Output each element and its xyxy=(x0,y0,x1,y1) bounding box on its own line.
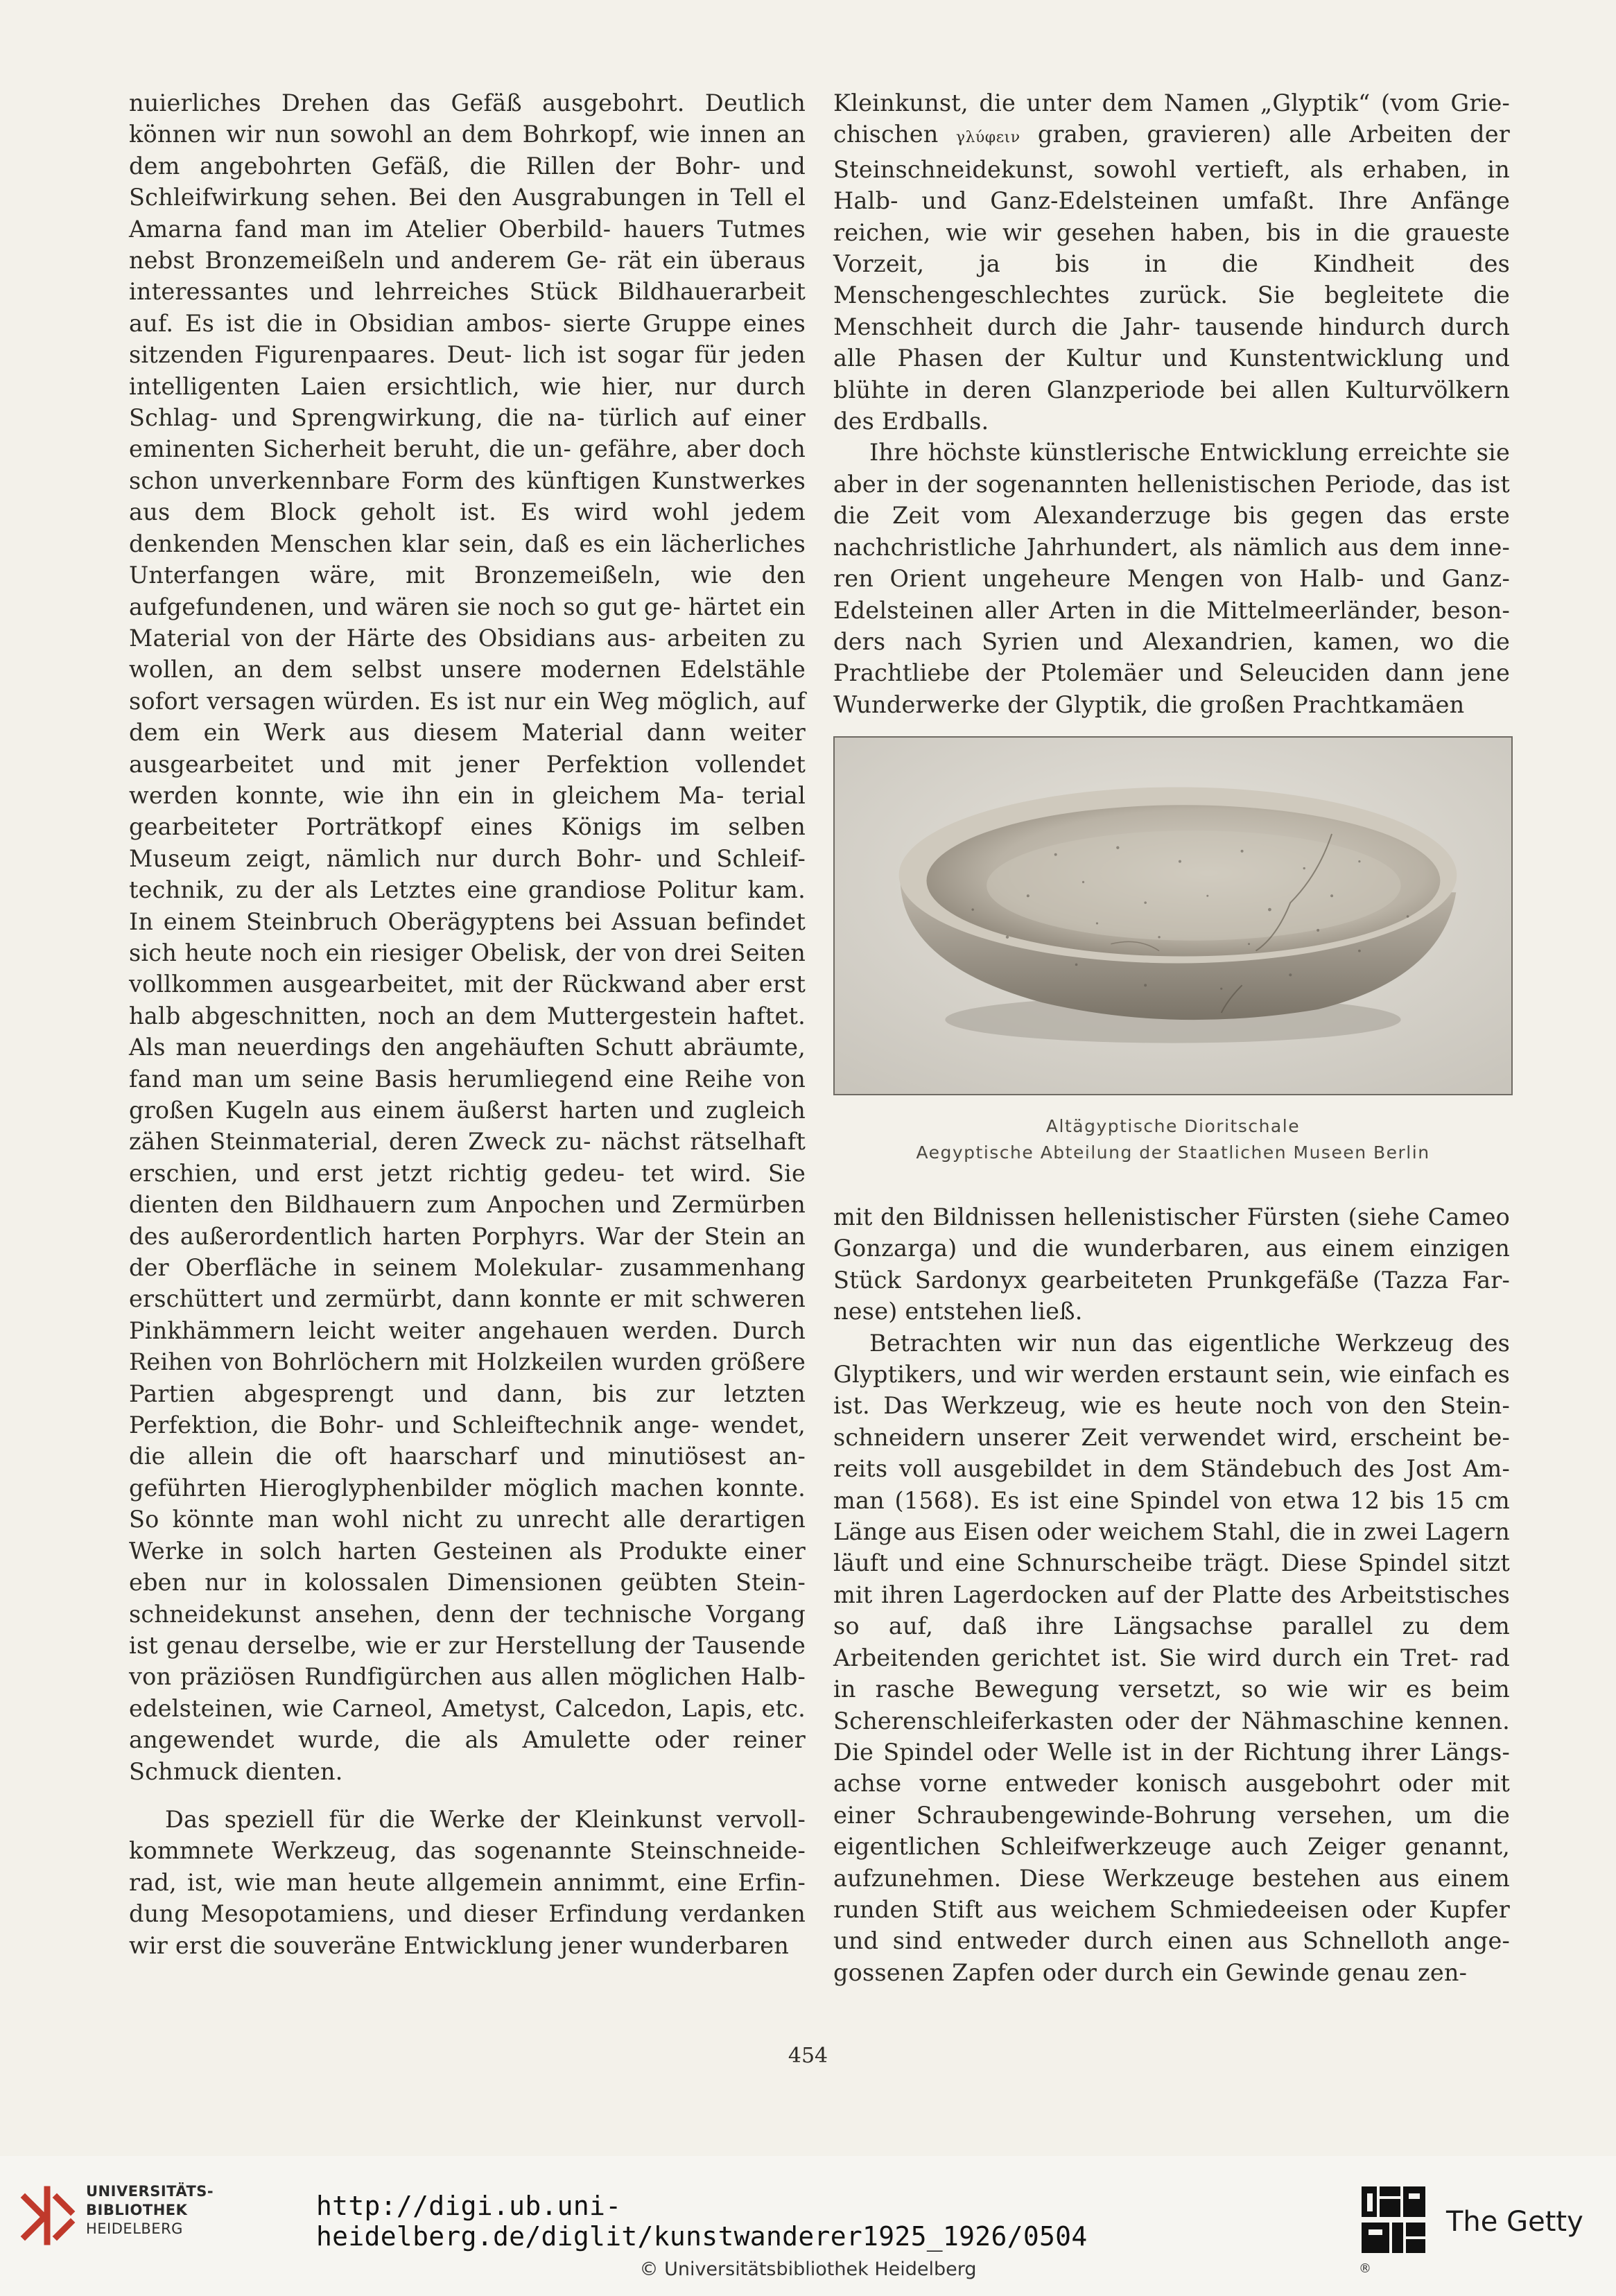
greek-word: γλύφειν xyxy=(955,129,1020,147)
permalink-url[interactable]: http://digi.ub.uni-heidelberg.de/diglit/kunstwanderer1925_1926/0504 xyxy=(316,2191,1088,2252)
figure-caption-title: Altägyptische Dioritschale xyxy=(1045,1116,1301,1136)
right-paragraph-1-end: graben, gravieren) alle Arbeiten der Steinschneidekunst, sowohl vertieft, als erhaben, in Halb- und Ganz-Edelsteinen umfaßt. Ihre Anfänge reichen, wie wir gesehen haben, bis in die graueste Vorzeit, ja bis in die Kindheit des Menschengeschlechtes zurück. Sie begleitete die Menschheit durch die Jahr- tausende hindurch durch alle Phasen der Kultur und Kunstentwicklung und blühte in deren Glanzperiode bei allen Kulturvölkern des Erdballs. xyxy=(833,121,1510,435)
page-number: 454 xyxy=(788,2044,828,2068)
left-text-column xyxy=(129,87,806,1961)
library-name[interactable] xyxy=(86,2182,214,2238)
library-name-line-1: UNIVERSITÄTS- xyxy=(86,2183,214,2200)
university-library-logo-icon[interactable] xyxy=(17,2184,76,2247)
left-paragraph-2: Das speziell für die Werke der Kleinkunst vervoll- kommnete Werkzeug, das sogenannte Steinschneide- rad, ist, wie man heute allgemein annimmt, eine Erfin- dung Mesopotamiens, und dieser Erfindung verdanken wir erst die souveräne Entwicklung jener wunderbaren xyxy=(129,1805,806,1959)
library-name-line-3: HEIDELBERG xyxy=(86,2220,183,2237)
right-paragraph-2: Ihre höchste künstlerische Entwicklung erreichte sie aber in der sogenannten hellenistischen Periode, das ist die Zeit vom Alexanderzuge bis gegen das erste nachchristliche Jahrhundert, als nämlich aus dem inne- ren Orient ungeheure Mengen von Halb- und Ganz- Edelsteinen aller Arten in die Mittelmeerländer, beson- ders nach Syrien und Alexandrien, kamen, wo die Prachtliebe der Ptolemäer und Seleuciden dann jene Wunderwerke der Glyptik, die großen Prachtkamäen xyxy=(833,439,1510,718)
right-paragraph-3: mit den Bildnissen hellenistischer Fürsten (siehe Cameo Gonzarga) und die wunderbaren, aus einem einzigen Stück Sardonyx gearbeiteten Prunkgefäße (Tazza Far- nese) entstehen ließ. xyxy=(833,1203,1510,1325)
getty-name[interactable]: The Getty xyxy=(1446,2206,1583,2238)
right-paragraph-1-start: Kleinkunst, die unter dem Namen „Glyptik“ (vom Grie- chischen xyxy=(833,89,1510,148)
getty-logo-icon[interactable] xyxy=(1359,2184,1428,2256)
right-text-column-top xyxy=(833,87,1510,720)
registered-mark: ® xyxy=(1359,2261,1371,2276)
left-paragraph-1: nuierliches Drehen das Gefäß ausgebohrt. Deutlich können wir nun sowohl an dem Bohrkopf, wie innen an dem angebohrten Gefäß, die Rillen der Bohr- und Schleifwirkung sehen. Bei den Ausgrabungen in Tell el Amarna fand man im Atelier Oberbild- hauers Tutmes nebst Bronzemeißeln und anderem Ge- rät ein überaus interessantes und lehrreiches Stück Bildhauerarbeit auf. Es ist die in Obsidian ambos- sierte Gruppe eines sitzenden Figurenpaares. Deut- lich ist sogar für jeden intelligenten Laien ersichtlich, wie hier, nur durch Schlag- und Sprengwirkung, die na- türlich auf einer eminenten Sicherheit beruht, die un- gefähre, aber doch schon unverkennbare Form des künftigen Kunstwerkes aus dem Block geholt ist. Es wird wohl jedem denkenden Menschen klar sein, daß es ein lächerliches Unterfangen wäre, mit Bronzemeißeln, wie den aufgefundenen, und wären sie noch so gut ge- härtet ein Material von der Härte des Obsidians aus- arbeiten zu wollen, an dem selbst unsere modernen Edelstähle sofort versagen würden. Es ist nur ein Weg möglich, auf dem ein Werk aus diesem Material dann weiter ausgearbeitet und mit jener Perfektion vollendet werden konnte, wie ihn ein in gleichem Ma- terial gearbeiteter Porträtkopf eines Königs im selben Museum zeigt, nämlich nur durch Bohr- und Schleif- technik, zu der als Letztes eine grandiose Politur kam. In einem Steinbruch Oberägyptens bei Assuan befindet sich heute noch ein riesiger Obelisk, der von drei Seiten vollkommen ausgearbeitet, mit der Rückwand aber erst halb abgeschnitten, noch an dem Muttergestein haftet. Als man neuerdings den angehäuften Schutt abräumte, fand man um seine Basis herumliegend eine Reihe von großen Kugeln aus einem äußerst harten und zugleich zähen Steinmaterial, deren Zweck zu- nächst rätselhaft erschien, und erst jetzt richtig gedeu- tet wird. Sie dienten den Bildhauern zum Anpochen und Zermürben des außerordentlich harten Porphyrs. War der Stein an der Oberfläche in seinem Molekular- zusammenhang erschüttert und zermürbt, dann konnte er mit schweren Pinkhämmern leicht weiter angehauen werden. Durch Reihen von Bohrlöchern mit Holzkeilen wurden größere Partien abgesprengt und dann, bis zur letzten Perfektion, die Bohr- und Schleiftechnik ange- wendet, die allein die oft haarscharf und minutiösest an- geführten Hieroglyphenbilder möglich machen konnte. So könnte man wohl nicht zu unrecht alle derartigen Werke in solch harten Gesteinen als Produkte einer eben nur in kolossalen Dimensionen geübten Stein- schneidekunst ansehen, denn der technische Vorgang ist genau derselbe, wie er zur Herstellung der Tausende von präziösen Rundfigürchen aus allen möglichen Halb- edelsteinen, wie Carneol, Ametyst, Calcedon, Lapis, etc. angewendet wurde, die als Amulette oder reiner Schmuck dienten. xyxy=(129,89,806,1785)
right-paragraph-1 xyxy=(833,87,1510,437)
copyright-notice: © Universitätsbibliothek Heidelberg xyxy=(639,2259,977,2280)
bowl-illustration xyxy=(835,738,1511,1094)
library-name-line-2: BIBLIOTHEK xyxy=(86,2202,188,2218)
diorite-bowl-photo xyxy=(833,736,1513,1095)
right-text-column-bottom xyxy=(833,1201,1510,1988)
right-paragraph-4: Betrachten wir nun das eigentliche Werkzeug des Glyptikers, und wir werden erstaunt sein, wie einfach es ist. Das Werkzeug, wie es heute noch von den Stein- schneidern unserer Zeit verwendet wird, erscheint be- reits voll ausgebildet in dem Ständebuch des Jost Am- man (1568). Es ist eine Spindel von etwa 12 bis 15 cm Länge aus Eisen oder weichem Stahl, die in zwei Lagern läuft und eine Schnurscheibe trägt. Diese Spindel sitzt mit ihren Lagerdocken auf der Platte des Arbeitstisches so auf, daß ihre Längsachse parallel zu dem Arbeitenden gerichtet ist. Sie wird durch ein Tret- rad in rasche Bewegung versetzt, so wie wir es beim Scherenschleiferkasten oder der Nähmaschine kennen. Die Spindel oder Welle ist in der Richtung ihrer Längs- achse vorne entweder konisch ausgebohrt oder mit einer Schraubengewinde-Bohrung versehen, um die eigentlichen Schleifwerkzeuge auch Zeiger genannt, aufzunehmen. Diese Werkzeuge bestehen aus einem runden Stift aus weichem Schmiedeeisen oder Kupfer und sind entweder durch einen aus Schnelloth ange- gossenen Zapfen oder durch ein Gewinde genau zen- xyxy=(833,1329,1510,1986)
figure-caption-source: Aegyptische Abteilung der Staatlichen Museen Berlin xyxy=(916,1142,1430,1163)
